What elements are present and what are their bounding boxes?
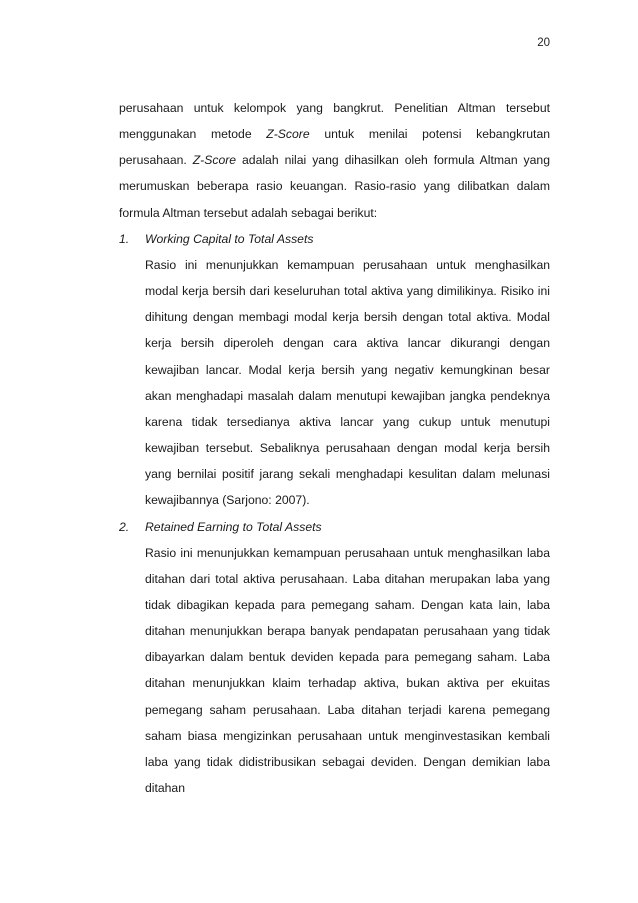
intro-text-part1: perusahaan untuk kelompok yang bangkrut. Penelitian Altman tersebut menggunakan metode [119,101,550,142]
list-item-number: 1. [119,231,130,246]
list-item-title: Retained Earning to Total Assets [145,519,322,534]
list-item-heading [119,514,550,540]
list-item-paragraph: Rasio ini menunjukkan kemampuan perusahaan untuk menghasilkan laba ditahan dari total aktiva perusahaan. Laba ditahan merupakan laba yang tidak dibagikan kepada para pemegang saham. Dengan kata lain, laba ditahan menunjukkan berapa banyak pendapatan perusahaan yang tidak dibayarkan dalam bentuk deviden kepada para pemegang saham. Laba ditahan menunjukkan klaim terhadap aktiva, bukan aktiva per ekuitas pemegang saham perusahaan. Laba ditahan terjadi karena pemegang saham biasa mengizinkan perusahaan untuk menginvestasikan kembali laba yang tidak didistribusikan sebagai deviden. Dengan demikian laba ditahan [145,545,550,796]
z-score-term: Z-Score [192,153,237,168]
intro-text-part3: adalah nilai yang dihasilkan oleh formula Altman yang merumuskan beberapa rasio keuangan. Rasio-rasio yang dilibatkan dalam formula Altman tersebut adalah sebagai berikut: [119,153,550,220]
intro-paragraph [119,95,550,226]
list-item-heading [119,226,550,252]
list-item-paragraph: Rasio ini menunjukkan kemampuan perusahaan untuk menghasilkan modal kerja bersih dari keseluruhan total aktiva yang dimilikinya. Risiko ini dihitung dengan membagi modal kerja bersih dengan total aktiva. Modal kerja bersih diperoleh dengan cara aktiva lancar dikurangi dengan kewajiban lancar. Modal kerja bersih yang negativ kemungkinan besar akan menghadapi masalah dalam menutupi kewajiban jangka pendeknya karena tidak tersedianya aktiva lancar yang cukup untuk menutupi kewajiban tersebut. Sebaliknya perusahaan dengan modal kerja bersih yang bernilai positif jarang sekali menghadapi kesulitan dalam melunasi kewajibannya (Sarjono: 2007). [145,257,550,508]
page-number: 20 [537,37,550,49]
z-score-term: Z-Score [266,127,310,142]
body-text [119,95,550,801]
intro-text-part2: untuk menilai potensi kebangkrutan perusahaan. [119,127,550,168]
list-item-number: 2. [119,519,130,534]
list-item-title: Working Capital to Total Assets [145,231,314,246]
